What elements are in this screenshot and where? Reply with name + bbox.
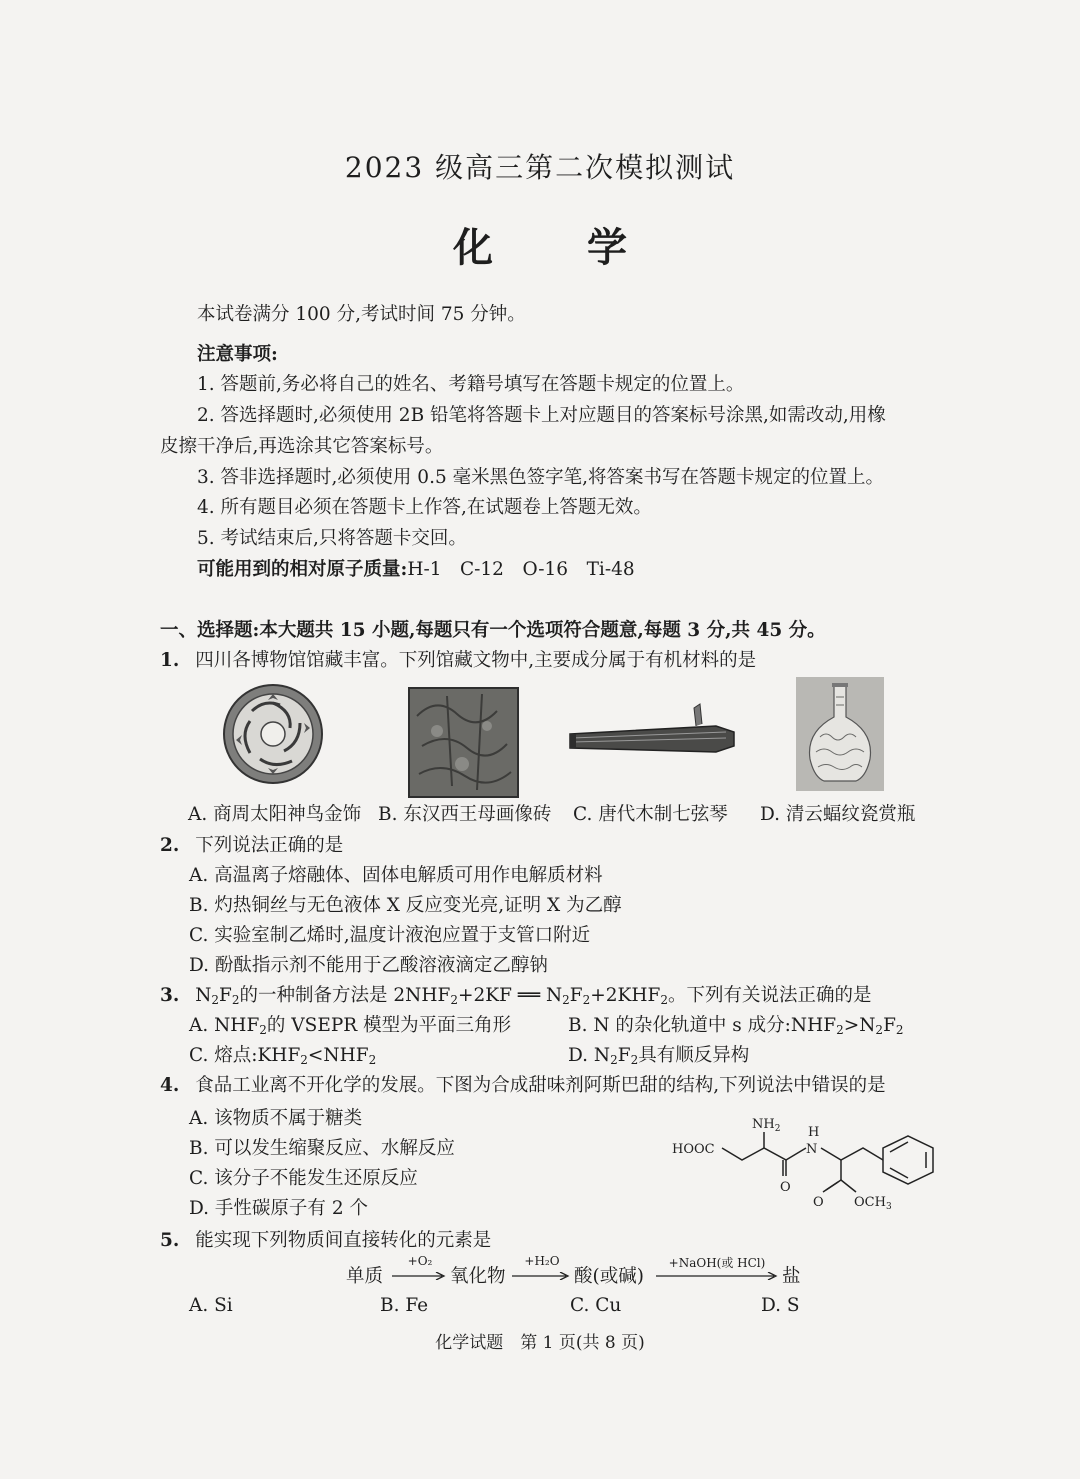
q3-option-a: A. $NHF_2$的 VSEPR 模型为平面三角形 xyxy=(189,1015,512,1037)
aspartame-structure xyxy=(666,1108,946,1213)
q4-option-b: B. 可以发生缩聚反应、水解反应 xyxy=(189,1138,455,1159)
chain-element: 盐 xyxy=(782,1266,801,1287)
q3-option-d: D. $N_2F_2$具有顺反异构 xyxy=(568,1045,750,1067)
h-label: H xyxy=(808,1125,820,1140)
q2-option-c: C. 实验室制乙烯时,温度计液泡应置于支管口附近 xyxy=(189,925,591,946)
arrow-label: +H₂O xyxy=(524,1254,560,1268)
arrow-label: +NaOH(或 HCl) xyxy=(668,1256,766,1270)
exam-title: 2023 级高三第二次模拟测试 xyxy=(344,151,736,184)
notice-item: 2. 答选择题时,必须使用 2B 铅笔将答题卡上对应题目的答案标号涂黑,如需改动,用橡 xyxy=(197,405,886,426)
chain-element: 单质 xyxy=(346,1266,384,1287)
notice-heading: 注意事项: xyxy=(197,344,278,365)
arrow-icon xyxy=(656,1272,780,1280)
q2-option-a: A. 高温离子熔融体、固体电解质可用作电解质材料 xyxy=(189,865,603,886)
atomic-mass-line xyxy=(197,555,635,585)
question-3 xyxy=(160,981,871,1011)
q2-option-d: D. 酚酞指示剂不能用于乙酸溶液滴定乙醇钠 xyxy=(189,955,548,976)
och3-label: $OCH_3$ xyxy=(854,1195,892,1212)
q1-option-d: D. 清云蝠纹瓷赏瓶 xyxy=(760,804,916,825)
notice-item: 1. 答题前,务必将自己的姓名、考籍号填写在答题卡规定的位置上。 xyxy=(197,374,745,395)
exam-intro: 本试卷满分 100 分,考试时间 75 分钟。 xyxy=(197,304,526,325)
notice-item: 皮擦干净后,再选涂其它答案标号。 xyxy=(160,436,444,457)
question-1 xyxy=(160,646,756,676)
question-stem: $N_2F_2$的一种制备方法是 $2NHF_2+2KF$ ══ $N_2F_2+2KHF_2$。下列有关说法正确的是 xyxy=(195,985,872,1007)
n-label: N xyxy=(806,1142,818,1157)
q5-option-c: C. Cu xyxy=(570,1295,622,1316)
arrow-icon xyxy=(392,1272,448,1280)
porcelain-vase-image xyxy=(796,677,884,791)
q5-option-b: B. Fe xyxy=(380,1295,429,1316)
chain-element: 氧化物 xyxy=(450,1266,506,1287)
conversion-chain xyxy=(346,1254,806,1288)
question-stem: 食品工业离不开化学的发展。下图为合成甜味剂阿斯巴甜的结构,下列说法中错误的是 xyxy=(195,1075,886,1096)
question-4 xyxy=(160,1071,886,1101)
notice-item: 5. 考试结束后,只将答题卡交回。 xyxy=(197,528,467,549)
question-number: 5. xyxy=(160,1230,180,1251)
question-number: 3. xyxy=(160,985,180,1006)
arrow-label: +O₂ xyxy=(407,1254,433,1268)
chain-element: 酸(或碱) xyxy=(574,1266,644,1287)
subject-title: 化 学 xyxy=(453,224,667,271)
q2-option-b: B. 灼热铜丝与无色液体 X 反应变光亮,证明 X 为乙醇 xyxy=(189,895,622,916)
q1-option-a: A. 商周太阳神鸟金饰 xyxy=(188,804,362,825)
question-stem: 下列说法正确的是 xyxy=(195,835,344,856)
question-stem: 四川各博物馆馆藏丰富。下列馆藏文物中,主要成分属于有机材料的是 xyxy=(195,650,757,671)
q4-option-d: D. 手性碳原子有 2 个 xyxy=(189,1198,368,1219)
notice-item: 3. 答非选择题时,必须使用 0.5 毫米黑色签字笔,将答案书写在答题卡规定的位置上。 xyxy=(197,467,884,488)
nh2-label: $NH_2$ xyxy=(752,1117,781,1134)
notice-item: 4. 所有题目必须在答题卡上作答,在试题卷上答题无效。 xyxy=(197,497,652,518)
atomic-mass-label: 可能用到的相对原子质量: xyxy=(197,559,408,580)
arrow-icon xyxy=(512,1272,572,1280)
question-number: 4. xyxy=(160,1075,180,1096)
ester-o-label: O xyxy=(813,1195,824,1210)
q1-option-c: C. 唐代木制七弦琴 xyxy=(573,804,728,825)
q4-option-c: C. 该分子不能发生还原反应 xyxy=(189,1168,418,1189)
q5-option-a: A. Si xyxy=(189,1295,233,1316)
atomic-mass-values: H-1 C-12 O-16 Ti-48 xyxy=(407,559,635,580)
q5-option-d: D. S xyxy=(761,1295,800,1316)
q3-option-b: B. N 的杂化轨道中 s 成分$:NHF_2>N_2F_2$ xyxy=(568,1015,904,1037)
q1-option-b: B. 东汉西王母画像砖 xyxy=(378,804,552,825)
q3-option-c: C. 熔点$:KHF_2<NHF_2$ xyxy=(189,1045,377,1067)
question-number: 2. xyxy=(160,835,180,856)
hooc-label: HOOC xyxy=(672,1142,715,1157)
q4-option-a: A. 该物质不属于糖类 xyxy=(189,1108,363,1129)
carbonyl-o-label: O xyxy=(780,1180,791,1195)
question-5 xyxy=(160,1226,491,1256)
golden-sun-bird-image xyxy=(222,683,324,785)
question-number: 1. xyxy=(160,650,180,671)
section-heading: 一、选择题:本大题共 15 小题,每题只有一个选项符合题意,每题 3 分,共 45 分。 xyxy=(160,620,826,641)
stone-relief-brick-image xyxy=(407,686,520,799)
question-2 xyxy=(160,831,343,861)
page-footer: 化学试题 第 1 页(共 8 页) xyxy=(435,1333,645,1353)
question-stem: 能实现下列物质间直接转化的元素是 xyxy=(195,1230,492,1251)
wooden-qin-image xyxy=(566,702,738,762)
